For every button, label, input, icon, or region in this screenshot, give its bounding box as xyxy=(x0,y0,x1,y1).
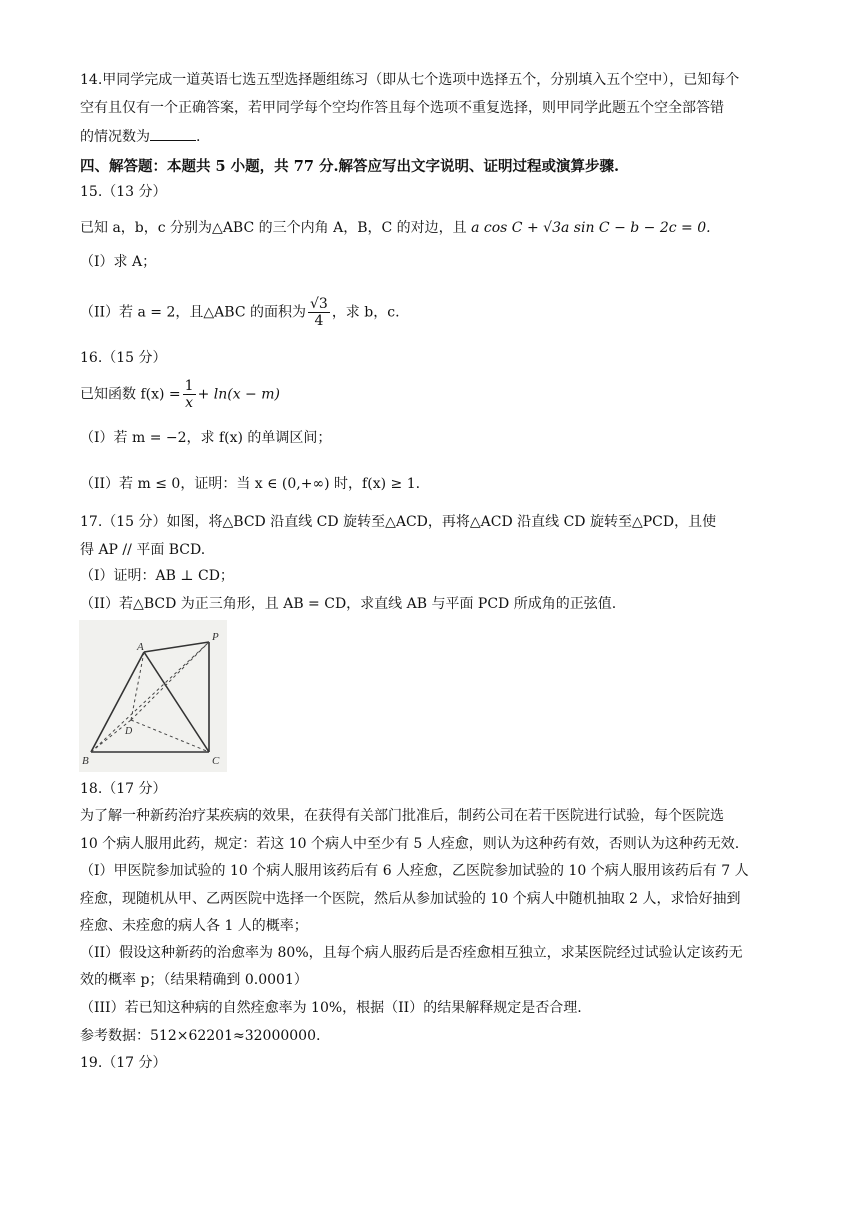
q18-paragraph-line2: 10 个病人服用此药，规定：若这 10 个病人中至少有 5 人痊愈，则认为这种药有效，否则认为这种药无效. xyxy=(80,836,740,852)
function-fraction-num: 1 xyxy=(184,378,194,394)
edge-bp xyxy=(91,642,209,752)
q17-part1: （I）证明：AB ⊥ CD； xyxy=(80,568,234,584)
q15-part1: （I）求 A； xyxy=(80,254,157,270)
q19-label: 19.（17 分） xyxy=(80,1055,167,1071)
function-fraction xyxy=(183,378,196,411)
q16-label: 16.（15 分） xyxy=(80,350,167,366)
q16-function-text: 已知函数 f(x) = xyxy=(80,386,181,403)
label-c: C xyxy=(212,755,220,767)
q16-function-end: + ln(x − m) xyxy=(197,386,280,403)
q14-line2: 空有且仅有一个正确答案，若甲同学每个空均作答且每个选项不重复选择，则甲同学此题五个空全部答错 xyxy=(80,100,724,116)
edge-ap xyxy=(144,642,209,652)
q14-line3-text: 的情况数为 xyxy=(80,129,150,145)
area-fraction-den: 4 xyxy=(314,313,324,329)
edge-ac xyxy=(144,652,209,752)
label-p: P xyxy=(212,631,219,643)
section-heading: 四、解答题：本题共 5 小题，共 77 分.解答应写出文字说明、证明过程或演算步骤. xyxy=(80,158,620,175)
q18-part2-line1: （II）假设这种新药的治愈率为 80%，且每个病人服药后是否痊愈相互独立，求某医院经过试验认定该药无 xyxy=(80,945,743,961)
q18-part1-line1: （I）甲医院参加试验的 10 个病人服用该药后有 6 人痊愈，乙医院参加试验的 10 个病人服用该药后有 7 人 xyxy=(80,863,749,879)
label-b: B xyxy=(82,755,89,767)
q18-label: 18.（17 分） xyxy=(80,781,167,797)
q18-part1-line3: 痊愈、未痊愈的病人各 1 人的概率； xyxy=(80,918,308,934)
q18-part2-line2: 效的概率 p；（结果精确到 0.0001） xyxy=(80,972,308,988)
geometry-figure xyxy=(79,620,227,772)
q15-equation: a cos C + √3a sin C − b − 2c = 0. xyxy=(471,220,711,236)
q17-part2: （II）若△BCD 为正三角形，且 AB = CD，求直线 AB 与平面 PCD 所成角的正弦值. xyxy=(80,596,617,612)
q16-function xyxy=(80,378,280,411)
q17-line2: 得 AP // 平面 BCD. xyxy=(80,542,206,558)
answer-blank xyxy=(150,126,196,141)
function-fraction-den: x xyxy=(185,395,194,411)
label-d: D xyxy=(125,726,133,737)
label-a: A xyxy=(137,641,144,653)
q15-label: 15.（13 分） xyxy=(80,184,167,200)
edge-ad xyxy=(131,652,144,720)
q18-paragraph-line1: 为了解一种新药治疗某疾病的效果，在获得有关部门批准后，制药公司在若干医院进行试验，每个医院选 xyxy=(80,808,724,824)
q16-part2: （II）若 m ≤ 0，证明：当 x ∈ (0,+∞) 时，f(x) ≥ 1. xyxy=(80,476,421,492)
q15-part2-end: ，求 b，c. xyxy=(331,304,400,321)
q17-line1: 17.（15 分）如图，将△BCD 沿直线 CD 旋转至△ACD，再将△ACD 沿直线 CD 旋转至△PCD，且使 xyxy=(80,514,717,530)
q15-part2 xyxy=(80,296,400,329)
q14-line3-end: . xyxy=(196,129,201,145)
q16-part1: （I）若 m = −2，求 f(x) 的单调区间； xyxy=(80,430,332,446)
edge-ab xyxy=(91,652,144,752)
q15-stem-text: 已知 a，b，c 分别为△ABC 的三个内角 A，B，C 的对边，且 xyxy=(80,220,467,236)
q18-part1-line2: 痊愈，现随机从甲、乙两医院中选择一个医院，然后从参加试验的 10 个病人中随机抽取 2 人，求恰好抽到 xyxy=(80,891,741,907)
q15-part2-text: （II）若 a = 2，且△ABC 的面积为 xyxy=(80,304,306,321)
area-fraction-num: √3 xyxy=(309,296,328,312)
q15-stem xyxy=(80,218,711,238)
q14-line1: 14.甲同学完成一道英语七选五型选择题组练习（即从七个选项中选择五个，分别填入五个空中），已知每个 xyxy=(80,72,740,88)
q14-line3 xyxy=(80,126,200,147)
area-fraction xyxy=(308,296,330,329)
edge-dc xyxy=(131,720,209,752)
tetrahedron-diagram xyxy=(79,620,227,772)
q18-reference-data: 参考数据：512×62201≈32000000. xyxy=(80,1028,321,1044)
q18-part3: （III）若已知这种病的自然痊愈率为 10%，根据（II）的结果解释规定是否合理. xyxy=(80,1000,582,1016)
